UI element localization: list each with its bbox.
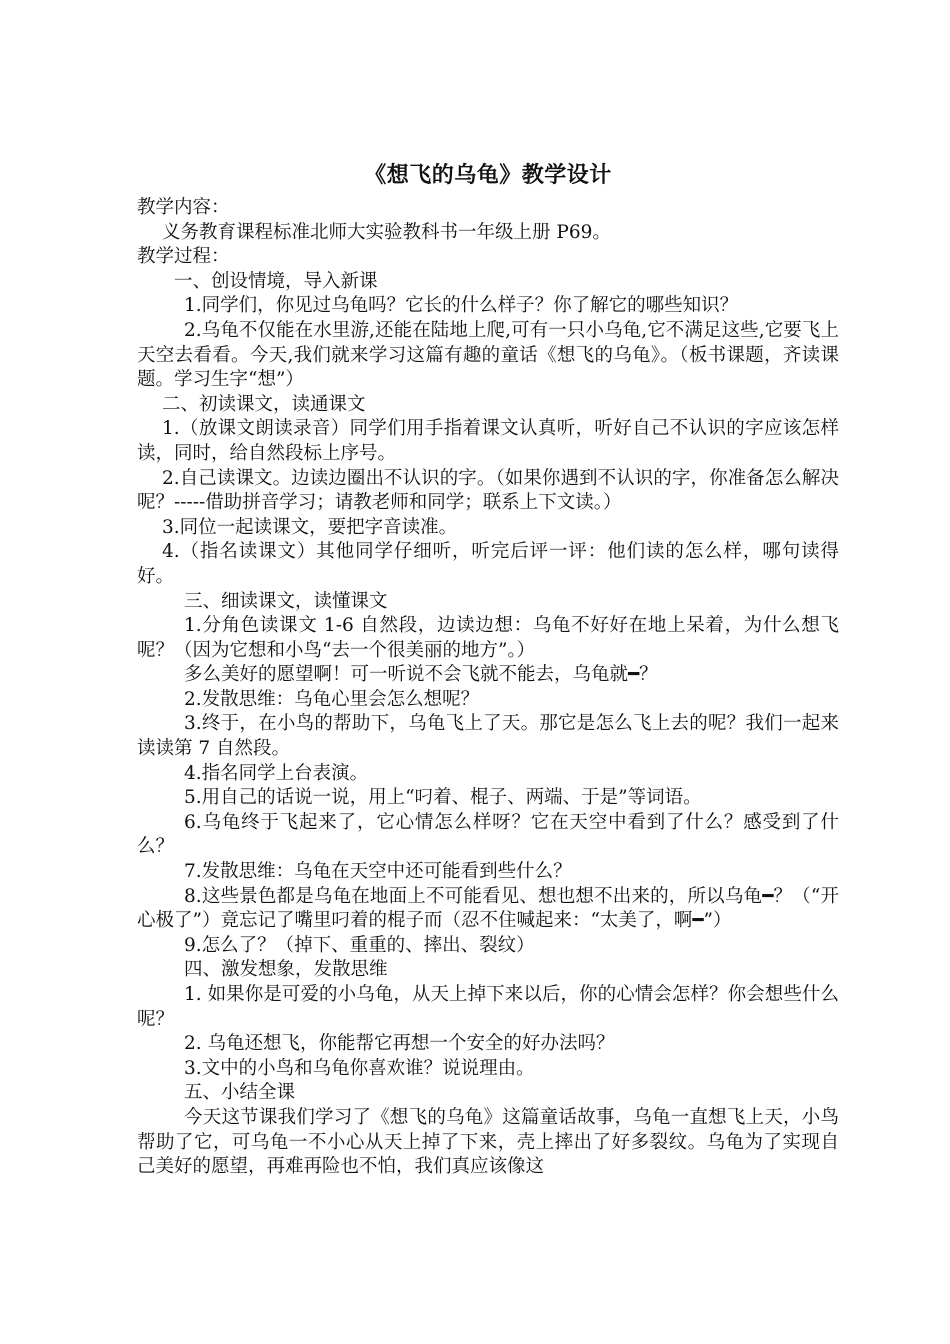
- paragraph: 1. 如果你是可爱的小乌龟，从天上掉下来以后，你的心情会怎样？你会想些什么呢？: [137, 984, 839, 1030]
- paragraph: 四、激发想象，发散思维: [184, 959, 388, 981]
- paragraph: 2. 乌龟还想飞，你能帮它再想一个安全的好办法吗？: [184, 1033, 615, 1055]
- paragraph: 五、小结全课: [184, 1082, 296, 1104]
- paragraph: 1.同学们，你见过乌龟吗？它长的什么样子？你了解它的哪些知识？: [184, 295, 739, 317]
- paragraph: 6.乌龟终于飞起来了，它心情怎么样呀？它在天空中看到了什么？感受到了什么？: [137, 811, 839, 858]
- paragraph: 1.（放课文朗读录音）同学们用手指着课文认真听，听好自己不认识的字应该怎样读，同时，给自然段标上序号。: [137, 418, 839, 464]
- document-title: 《想飞的乌龟》教学设计: [364, 162, 612, 188]
- paragraph: 多么美好的愿望啊！可一听说不会飞就不能去，乌龟就━？: [184, 664, 658, 686]
- paragraph: 二、初读课文，读通课文: [162, 393, 366, 415]
- paragraph: 教学内容：: [137, 197, 230, 218]
- paragraph: 4.指名同学上台表演。: [184, 762, 369, 784]
- paragraph: 4.（指名读课文）其他同学仔细听，听完后评一评：他们读的怎么样，哪句读得好。: [137, 541, 839, 587]
- paragraph: 5.用自己的话说一说，用上“叼着、棍子、两端、于是”等词语。: [184, 787, 702, 809]
- paragraph: 义务教育课程标准北师大实验教科书一年级上册 P69。: [162, 221, 611, 243]
- paragraph: 7.发散思维：乌龟在天空中还可能看到些什么？: [184, 861, 572, 883]
- document-body: [137, 196, 839, 1180]
- paragraph: 2.乌龟不仅能在水里游,还能在陆地上爬,可有一只小乌龟,它不满足这些,它要飞上天空去看看。今天,我们就来学习这篇有趣的童话《想飞的乌龟》。（板书课题，齐读课题。学习生字“想”）: [137, 319, 839, 391]
- paragraph: 1.分角色读课文 1-6 自然段，边读边想：乌龟不好好在地上呆着，为什么想飞呢？（因为它想和小鸟“去一个很美丽的地方”。）: [137, 615, 839, 661]
- paragraph: 9.怎么了？（掉下、重重的、摔出、裂纹）: [184, 934, 535, 956]
- paragraph: 今天这节课我们学习了《想飞的乌龟》这篇童话故事，乌龟一直想飞上天，小鸟帮助了它，可乌龟一不小心从天上掉了下来，壳上摔出了好多裂纹。乌龟为了实现自己美好的愿望，再难再险也不怕，我们真应该像这: [137, 1106, 839, 1178]
- paragraph: 2.自己读课文。边读边圈出不认识的字。（如果你遇到不认识的字，你准备怎么解决呢？-----借助拼音学习；请教老师和同学；联系上下文读。）: [137, 467, 839, 514]
- paragraph: 一、创设情境，导入新课: [174, 270, 378, 292]
- document-page: [137, 158, 839, 1180]
- paragraph: 3.文中的小鸟和乌龟你喜欢谁？说说理由。: [184, 1057, 535, 1079]
- paragraph: 2.发散思维：乌龟心里会怎么想呢？: [184, 688, 480, 710]
- paragraph: 三、细读课文，读懂课文: [184, 590, 388, 612]
- paragraph: 教学过程：: [137, 246, 230, 268]
- paragraph: 3.同位一起读课文，要把字音读准。: [162, 516, 458, 538]
- paragraph: 8.这些景色都是乌龟在地面上不可能看见、想也想不出来的，所以乌龟━？（“开心极了”）竟忘记了嘴里叼着的棍子而（忍不住喊起来：“太美了，啊━”）: [137, 885, 839, 932]
- paragraph: 3.终于，在小鸟的帮助下，乌龟飞上了天。那它是怎么飞上去的呢？我们一起来读读第 7 自然段。: [137, 713, 839, 760]
